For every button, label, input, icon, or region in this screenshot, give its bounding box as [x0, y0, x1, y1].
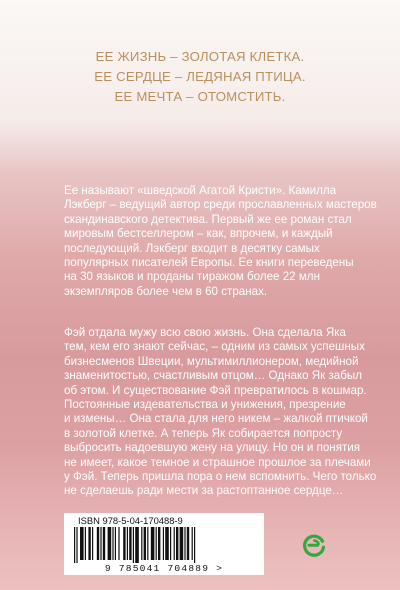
text-line: экземпляров более чем в 60 странах. [64, 284, 268, 298]
text-line: мировым бестселлером – как, впрочем, и каждый [64, 227, 333, 241]
text-line: не имеет, какое темное и страшное прошлое за плечами [64, 455, 371, 469]
author-paragraph [64, 184, 377, 299]
barcode-label [64, 513, 264, 575]
text-line: тем, кем его знают сейчас, – одним из самых успешных [64, 340, 365, 354]
ean-digits: 9 785041 704889 > [104, 563, 224, 574]
text-line: Лэкберг – ведущий автор среди прославленных мастеров [64, 198, 377, 212]
tagline-line: ЕЕ МЕЧТА – ОТОМСТИТЬ. [114, 89, 286, 104]
text-line: выбросить надоевшую жену на улицу. Но он и понятия [64, 441, 361, 455]
text-line: не сделаешь ради мести за растоптанное сердце… [64, 484, 344, 498]
tagline [0, 47, 400, 107]
isbn-text: ISBN 978-5-04-170488-9 [78, 515, 183, 526]
text-line: об этом. И существование Фэй превратилось в кошмар. [64, 383, 367, 397]
text-line: знаменитостью, счастливым отцом… Однако Як забыл [64, 369, 362, 383]
eksmo-logo-icon [302, 533, 326, 557]
text-line: и измены… Она стала для него никем – жалкой птичкой [64, 412, 368, 426]
text-line: в золотой клетке. А теперь Як собирается попросту [64, 426, 343, 440]
text-line: скандинавского детектива. Первый же ее роман стал [64, 212, 352, 226]
text-line: популярных писателей Европы. Ее книги переведены [64, 256, 354, 270]
tagline-line: ЕЕ СЕРДЦЕ – ЛЕДЯНАЯ ПТИЦА. [94, 69, 306, 84]
text-line: бизнесменов Швеции, мультимиллионером, медийной [64, 354, 359, 368]
text-line: Постоянные издевательства и унижения, презрение [64, 398, 346, 412]
plot-paragraph [64, 326, 377, 499]
text-line: последующий. Лэкберг входит в десятку самых [64, 241, 320, 255]
text-line: Фэй отдала мужу всю свою жизнь. Она сделала Яка [64, 326, 346, 339]
tagline-line: ЕЕ ЖИЗНЬ – ЗОЛОТАЯ КЛЕТКА. [95, 49, 305, 64]
barcode-icon [72, 527, 256, 563]
text-line: у Фэй. Теперь пришла пора о нем вспомнить. Чего только [64, 470, 377, 484]
text-line: на 30 языков и проданы тиражом более 22 млн [64, 270, 320, 284]
text-line: Ее называют «шведской Агатой Кристи». Камилла [64, 184, 337, 197]
